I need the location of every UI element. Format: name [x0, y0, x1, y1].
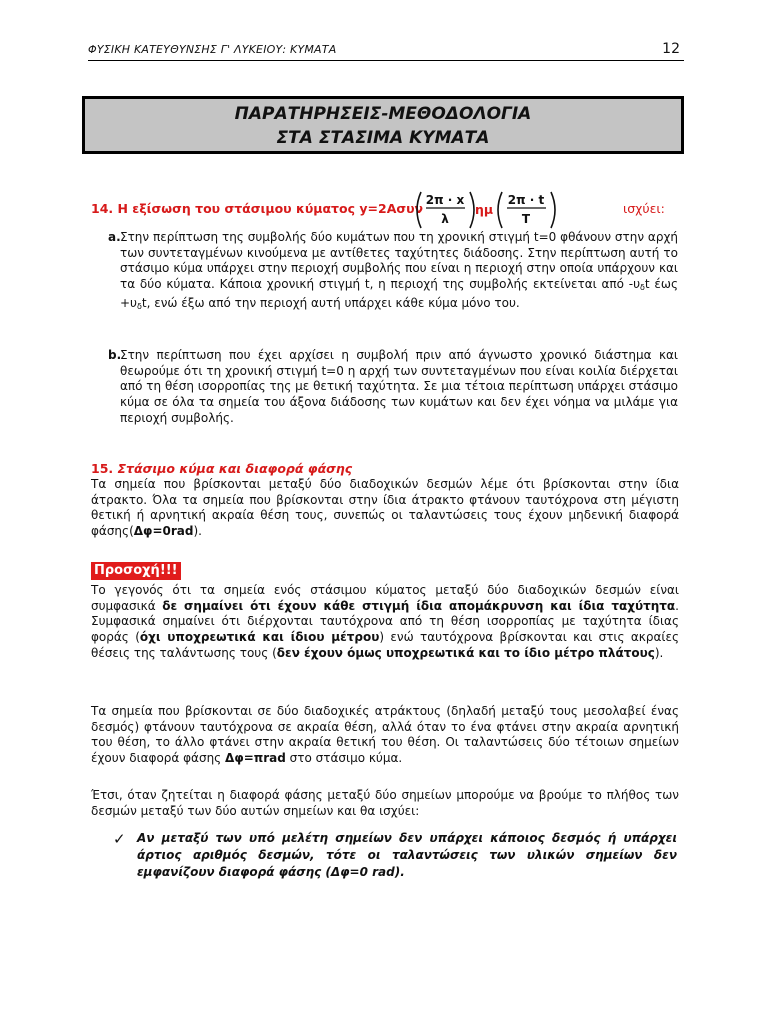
- frac1-numerator: 2π · x: [425, 193, 465, 207]
- equation-label: 14. Η εξίσωση του στάσιμου κύματος y=2Ασυν: [91, 201, 424, 216]
- paragraph-text: . Συμφασικά σημαίνει ότι διέρχονται ταυτόχρονα από τη θέση ισορροπίας με ταχύτητα ίδιας φοράς (: [91, 598, 679, 645]
- item-a-text-1: Στην περίπτωση της συμβολής δύο κυμάτων που τη χρονική στιγμή t=0 φθάνουν στην αρχή των συντεταγμένων κινούμενα με αντίθετες ταχύτητες διάδοσης. Στην περίπτωση αυτή το στάσιμο κύμα υπάρχει στην περιοχή συμβολής που είναι η περιοχή στην οποία υπάρχουν και τα δύο κύματα. Κάποια χρονική στιγμή t, η περιοχή της συμβολής εκτείνεται από -υ: [120, 230, 678, 292]
- page-number: 12: [662, 41, 680, 57]
- frac2-denominator: T: [521, 212, 531, 226]
- item-a-text-2: t έως +υ: [120, 277, 678, 310]
- paragraph-text: ).: [193, 524, 202, 539]
- warning-label: Προσοχή!!!: [91, 562, 181, 580]
- phase-difference-pi: Δφ=πrad: [225, 751, 286, 766]
- title-box: [82, 96, 684, 154]
- method-paragraph: [91, 788, 679, 819]
- frac2-numerator: 2π · t: [507, 193, 545, 207]
- paragraph-text: ).: [654, 645, 664, 660]
- paragraph-text: Το γεγονός ότι τα σημεία ενός στάσιμου κύματος μεταξύ δύο διαδοχικών δεσμών είναι συμφασικά: [91, 583, 679, 613]
- list-item-label: b.: [108, 348, 122, 362]
- paragraph-text: Έτσι, όταν ζητείται η διαφορά φάσης μεταξύ δύο σημείων μπορούμε να βρούμε το πλήθος των δεσμών μεταξύ των δύο αυτών σημείων και θα ισχύει:: [91, 788, 679, 818]
- sine-function: ημ: [475, 202, 494, 217]
- bold-phrase: δεν έχουν όμως υποχρεωτικά και το ίδιο μέτρο πλάτους: [276, 645, 655, 660]
- item-a-sub-2: δ: [137, 301, 142, 311]
- standing-wave-equation: [413, 190, 623, 230]
- warning-paragraph: [91, 583, 679, 662]
- adjacent-loops-paragraph: [91, 704, 679, 767]
- list-item-b: [108, 348, 678, 427]
- frac1-denominator: λ: [441, 212, 449, 226]
- running-header: [88, 40, 684, 61]
- paragraph-text: ) ενώ ταυτόχρονα βρίσκονται και στις ακραίες θέσεις της ταλάντωσης τους (: [91, 630, 680, 660]
- bold-phrase: όχι υποχρεωτικά και ίδιου μέτρου: [139, 630, 380, 645]
- paragraph-text: Τα σημεία που βρίσκονται μεταξύ δύο διαδοχικών δεσμών λέμε ότι βρίσκονται στην ίδια άτρακτο. Όλα τα σημεία που βρίσκονται στην ίδια άτρακτο φτάνουν ταυτόχρονα στη μέγιστη θετική ή αρνητική ακραία θέση τους, συνεπώς οι ταλαντώσεις τους έχουν μηδενική διαφορά φάσης(: [91, 477, 679, 539]
- check-mark-icon: ✓: [113, 830, 126, 848]
- item-a-sub-1: δ: [640, 283, 645, 293]
- paragraph-text: Τα σημεία που βρίσκονται σε δύο διαδοχικές ατράκτους (δηλαδή μεταξύ τους μεσολαβεί ένας δεσμός) φτάνουν ταυτόχρονα σε ακραία θέση, αλλά όταν το ένα φτάνει στην ακραία αρνητική του θέση, το άλλο φτάνει στην ακραία θετική του θέση. Οι ταλαντώσεις δύο τέτοιων σημείων έχουν διαφορά φάσης: [91, 704, 679, 766]
- item-a-text-3: t, ενώ έξω από την περιοχή αυτή υπάρχει κάθε κύμα μόνο του.: [141, 295, 520, 310]
- list-item-a: [108, 230, 678, 315]
- bold-phrase: δε σημαίνει ότι έχουν κάθε στιγμή ίδια απομάκρυνση και ίδια ταχύτητα: [162, 598, 676, 613]
- section-15-paragraph: [91, 477, 679, 540]
- section-15-heading: [91, 461, 352, 476]
- list-item-label: a.: [108, 230, 121, 244]
- header-title: ΦΥΣΙΚΗ ΚΑΤΕΥΘΥΝΣΗΣ Γ' ΛΥΚΕΙΟΥ: ΚΥΜΑΤΑ: [88, 43, 337, 56]
- item-b-text: Στην περίπτωση που έχει αρχίσει η συμβολή πριν από άγνωστο χρονικό διάστημα και θεωρούμε ότι τη χρονική στιγμή t=0 η αρχή των συντεταγμένων που είναι κοιλία διέρχεται από τη θέση ισορροπίας της με θετική ταχύτητα. Σε μια τέτοια περίπτωση υπάρχει στάσιμο κύμα σε όλα τα σημεία του άξονα διάδοσης των κυμάτων και δεν έχει νόημα να μιλάμε για περιοχή συμβολής.: [120, 348, 678, 425]
- section-14-heading: [91, 190, 691, 230]
- phase-difference-zero: Δφ=0rad: [133, 524, 194, 539]
- title-line-2: ΣΤΑ ΣΤΑΣΙΜΑ ΚΥΜΑΤΑ: [276, 128, 490, 148]
- title-line-1: ΠΑΡΑΤΗΡΗΣΕΙΣ-ΜΕΘΟΔΟΛΟΓΙΑ: [234, 104, 532, 124]
- check-bullet-text: Αν μεταξύ των υπό μελέτη σημείων δεν υπάρχει κάποιος δεσμός ή υπάρχει άρτιος αριθμός δεσμών, τότε οι ταλαντώσεις των υλικών σημείων δεν εμφανίζουν διαφορά φάσης (Δφ=0 rad).: [137, 831, 677, 879]
- paragraph-text: στο στάσιμο κύμα.: [285, 751, 403, 766]
- section-15-title: Στάσιμο κύμα και διαφορά φάσης: [117, 461, 353, 476]
- equation-tail: ισχύει:: [623, 201, 665, 216]
- section-15-number: 15.: [91, 461, 114, 476]
